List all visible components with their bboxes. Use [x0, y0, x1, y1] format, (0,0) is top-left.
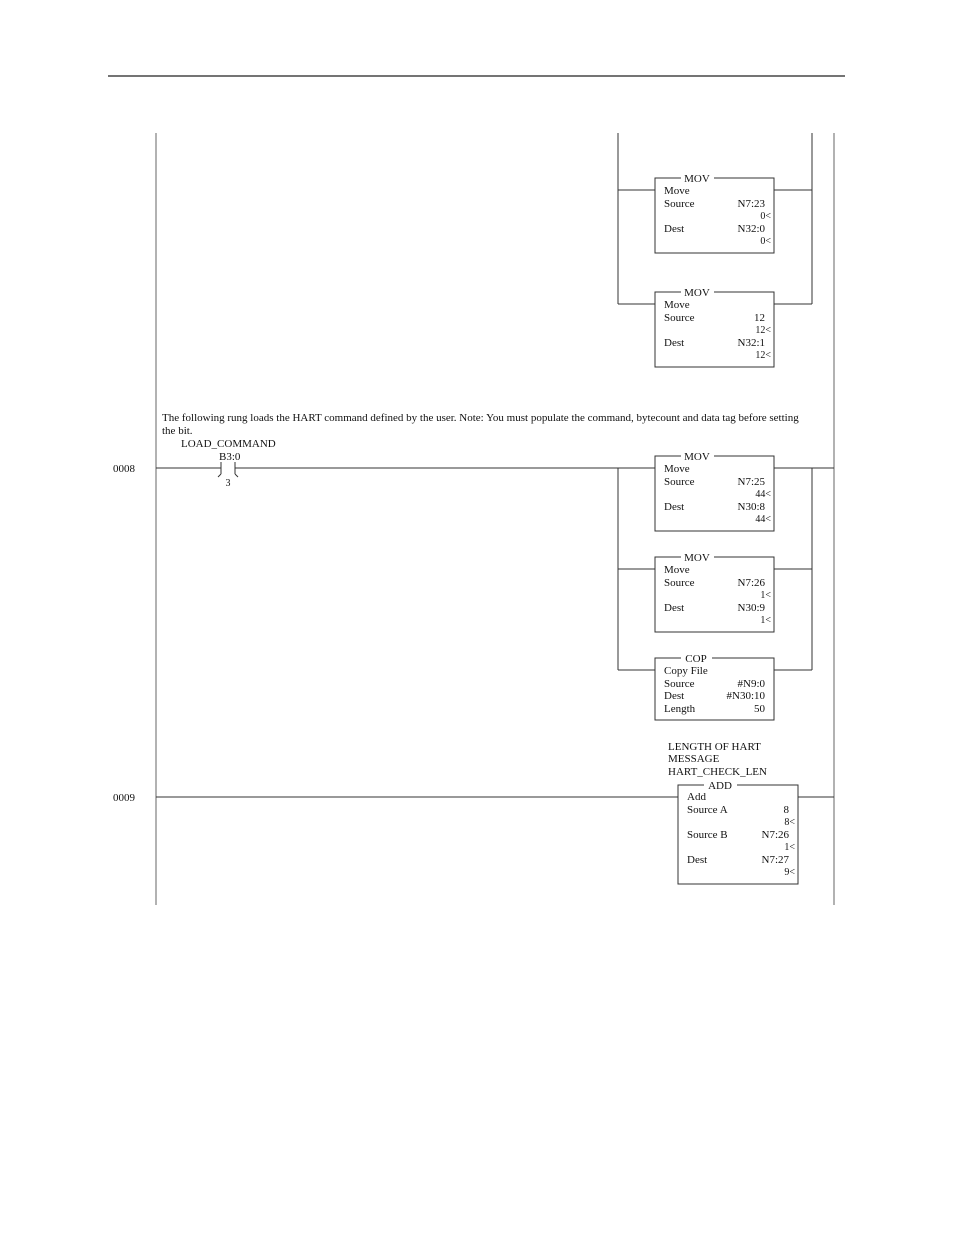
row-value: N30:9: [737, 602, 765, 614]
rung-number-0009: 0009: [113, 792, 135, 804]
row-live-value: 12<: [755, 325, 771, 336]
row-label: Dest: [664, 602, 685, 614]
row-label: Dest: [664, 501, 685, 513]
block-type: MOV: [684, 451, 710, 463]
row-live-value: 44<: [755, 514, 771, 525]
row-value: N7:26: [737, 577, 765, 589]
row-label: Source: [664, 577, 695, 589]
row-value: N7:26: [761, 829, 789, 841]
contact-address: B3:0: [219, 451, 241, 463]
row-value: N32:0: [737, 223, 765, 235]
row-label: Source: [664, 312, 695, 324]
block-desc: Move: [664, 463, 690, 475]
row-label: Dest: [687, 854, 708, 866]
row-label: Dest: [664, 690, 685, 702]
rung-comment-line1: The following rung loads the HART command defined by the user. Note: You must populate the command, bytecount and data tag before setting: [162, 412, 799, 424]
row-label: Dest: [664, 337, 685, 349]
rung-comment-line2: the bit.: [162, 425, 193, 437]
mov-block-n30-8: [655, 451, 774, 531]
contact-symbol: LOAD_COMMAND: [181, 438, 276, 450]
row-live-value: 1<: [784, 842, 795, 853]
mov-block-n30-9: [655, 552, 774, 632]
block-desc: Copy File: [664, 665, 708, 677]
block-type: MOV: [684, 287, 710, 299]
row-value: 50: [754, 703, 765, 715]
row-label: Source: [664, 198, 695, 210]
row-label: Dest: [664, 223, 685, 235]
row-value: N7:23: [737, 198, 765, 210]
row-value: N7:27: [761, 854, 789, 866]
row-label: Length: [664, 703, 696, 715]
row-value: N7:25: [737, 476, 765, 488]
block-desc: Move: [664, 299, 690, 311]
xic-contact-load-command: [181, 438, 276, 489]
block-desc: Move: [664, 185, 690, 197]
row-label: Source: [664, 678, 695, 690]
row-live-value: 8<: [784, 817, 795, 828]
block-desc: Move: [664, 564, 690, 576]
contact-bit: 3: [225, 478, 231, 489]
row-label: Source: [664, 476, 695, 488]
block-type: MOV: [684, 173, 710, 185]
row-live-value: 9<: [784, 867, 795, 878]
row-live-value: 44<: [755, 489, 771, 500]
row-value: N32:1: [737, 337, 765, 349]
row-label: Source A: [687, 804, 728, 816]
row-live-value: 1<: [760, 615, 771, 626]
row-live-value: 12<: [755, 350, 771, 361]
add-symbol-line2: MESSAGE: [668, 753, 720, 765]
row-live-value: 1<: [760, 590, 771, 601]
row-value: #N30:10: [726, 690, 765, 702]
add-block: [678, 780, 798, 884]
block-type: ADD: [708, 780, 732, 792]
mov-block-n32-1: [655, 287, 774, 367]
cop-block: [655, 653, 774, 720]
add-symbol-line3: HART_CHECK_LEN: [668, 766, 767, 778]
rung-number-0008: 0008: [113, 463, 135, 475]
block-desc: Add: [687, 791, 706, 803]
row-value: N30:8: [737, 501, 765, 513]
row-value: 8: [783, 804, 789, 816]
row-live-value: 0<: [760, 211, 771, 222]
add-symbol-line1: LENGTH OF HART: [668, 741, 761, 753]
mov-block-n32-0: [655, 173, 774, 253]
block-type: COP: [685, 653, 707, 665]
row-value: #N9:0: [737, 678, 765, 690]
row-label: Source B: [687, 829, 728, 841]
block-type: MOV: [684, 552, 710, 564]
row-live-value: 0<: [760, 236, 771, 247]
row-value: 12: [754, 312, 765, 324]
